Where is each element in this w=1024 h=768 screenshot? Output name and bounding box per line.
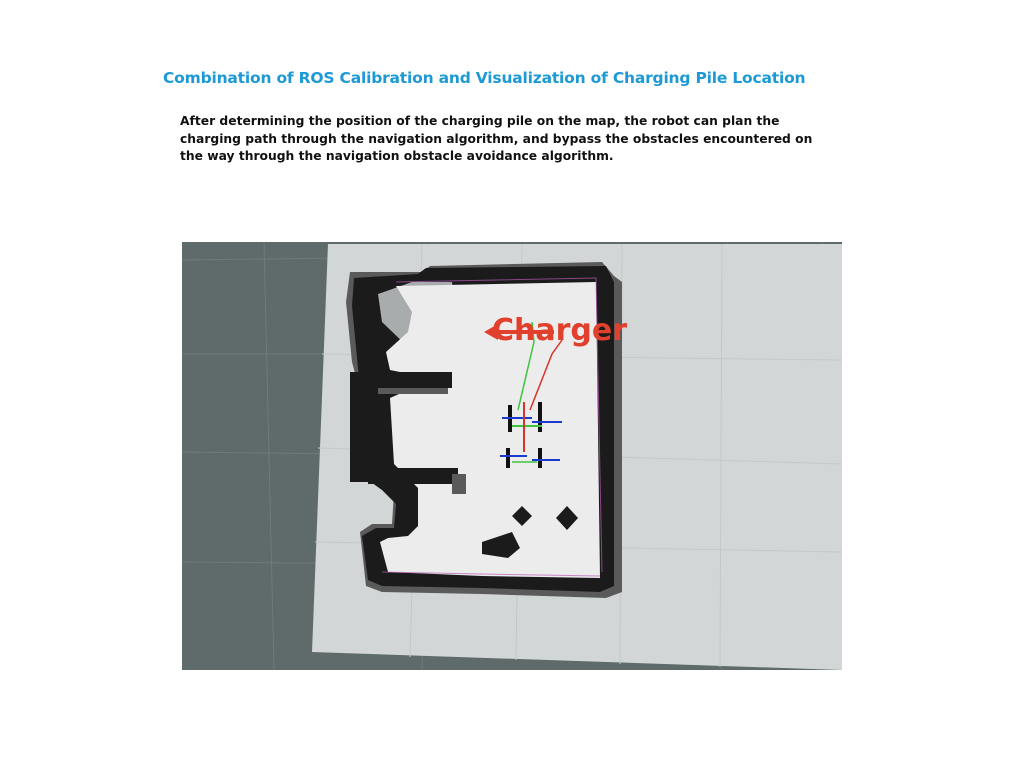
charger-label: Charger	[492, 313, 628, 348]
obstacle-wall-upper	[370, 372, 452, 388]
obstacle-left-pillar	[350, 372, 374, 482]
rviz-map-view[interactable]	[182, 242, 842, 670]
slide-description: After determining the position of the charging pile on the map, the robot can plan the charging path through the navigation algorithm, and bypass the obstacles encountered on the way through the navigation obstacle avoidance algorithm.	[180, 114, 813, 163]
obstacle-wall-lower	[368, 468, 458, 484]
svg-text:.: .	[482, 420, 486, 426]
map-canvas[interactable]	[182, 242, 842, 670]
slide-title: Combination of ROS Calibration and Visualization of Charging Pile Location	[163, 69, 806, 87]
svg-text:.: .	[482, 456, 486, 462]
